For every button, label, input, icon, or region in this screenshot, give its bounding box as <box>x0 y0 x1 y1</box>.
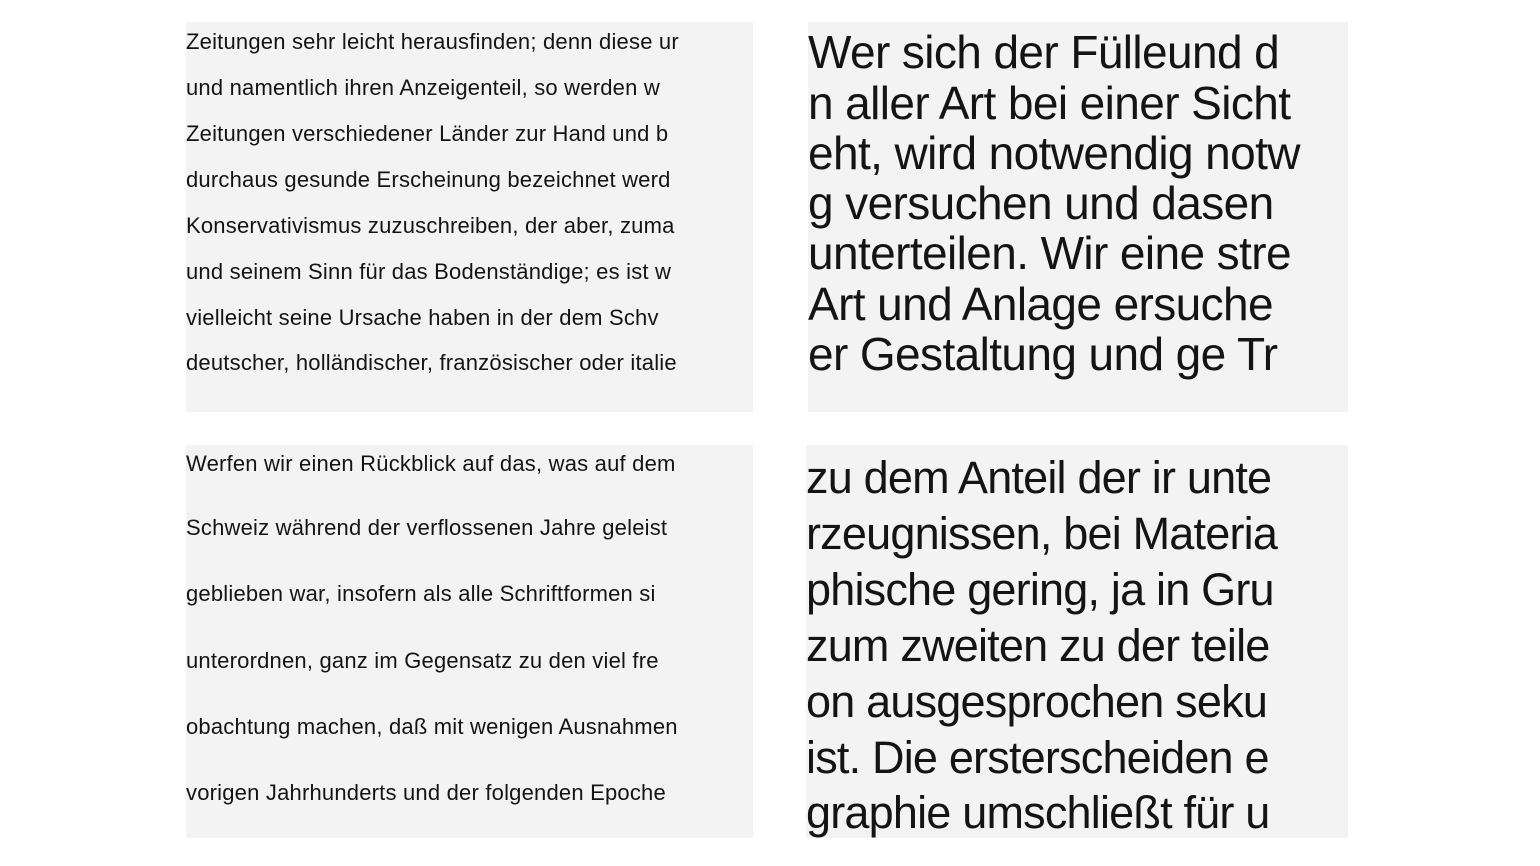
text-line: n aller Art bei einer Sicht <box>808 77 1291 129</box>
text-line: durchaus gesunde Erscheinung bezeichnet werd <box>186 167 671 192</box>
text-line: phische gering, ja in Gru <box>806 564 1274 615</box>
text-line: Schweiz während der verflossenen Jahre geleist <box>186 515 668 540</box>
text-line: zu dem Anteil der ir unte <box>806 452 1272 503</box>
text-sample-bottom-right <box>806 445 1348 838</box>
text-sample-bottom-left <box>186 445 753 838</box>
text-line: Zeitungen sehr leicht herausfinden; denn diese ur <box>186 29 679 54</box>
text-line: und namentlich ihren Anzeigenteil, so werden w <box>186 75 660 100</box>
text-line: eht, wird notwendig notw <box>808 127 1300 179</box>
text-line: unterteilen. Wir eine stre <box>808 227 1291 279</box>
text-line: ist. Die ersterscheiden e <box>806 732 1269 783</box>
text-line: g versuchen und dasen <box>808 177 1274 229</box>
text-line: und seinem Sinn für das Bodenständige; es ist w <box>186 259 672 284</box>
text-line: er Gestaltung und ge Tr <box>808 328 1278 380</box>
text-line: unterordnen, ganz im Gegensatz zu den viel fre <box>186 648 659 673</box>
text-line: rzeugnissen, bei Materia <box>806 508 1278 559</box>
text-line: vorigen Jahrhunderts und der folgenden Epoche <box>186 780 666 805</box>
text-line: vielleicht seine Ursache haben in der dem Schv <box>186 305 659 330</box>
text-line: graphie umschließt für u <box>806 787 1270 838</box>
text-sample-top-left <box>186 22 753 412</box>
text-line: Zeitungen verschiedener Länder zur Hand und b <box>186 121 669 146</box>
text-sample-top-right <box>808 22 1348 412</box>
text-line: Wer sich der Fülleund d <box>808 26 1280 78</box>
text-line: geblieben war, insofern als alle Schriftformen si <box>186 581 656 606</box>
text-line: Art und Anlage ersuche <box>808 278 1274 330</box>
text-line: Werfen wir einen Rückblick auf das, was auf dem <box>186 451 676 476</box>
text-line: deutscher, holländischer, französischer oder italie <box>186 350 677 375</box>
text-line: on ausgesprochen seku <box>806 676 1268 727</box>
text-line: zum zweiten zu der teile <box>806 620 1270 671</box>
text-line: obachtung machen, daß mit wenigen Ausnahmen <box>186 714 678 739</box>
text-line: Konservativismus zuzuschreiben, der aber, zuma <box>186 213 675 238</box>
